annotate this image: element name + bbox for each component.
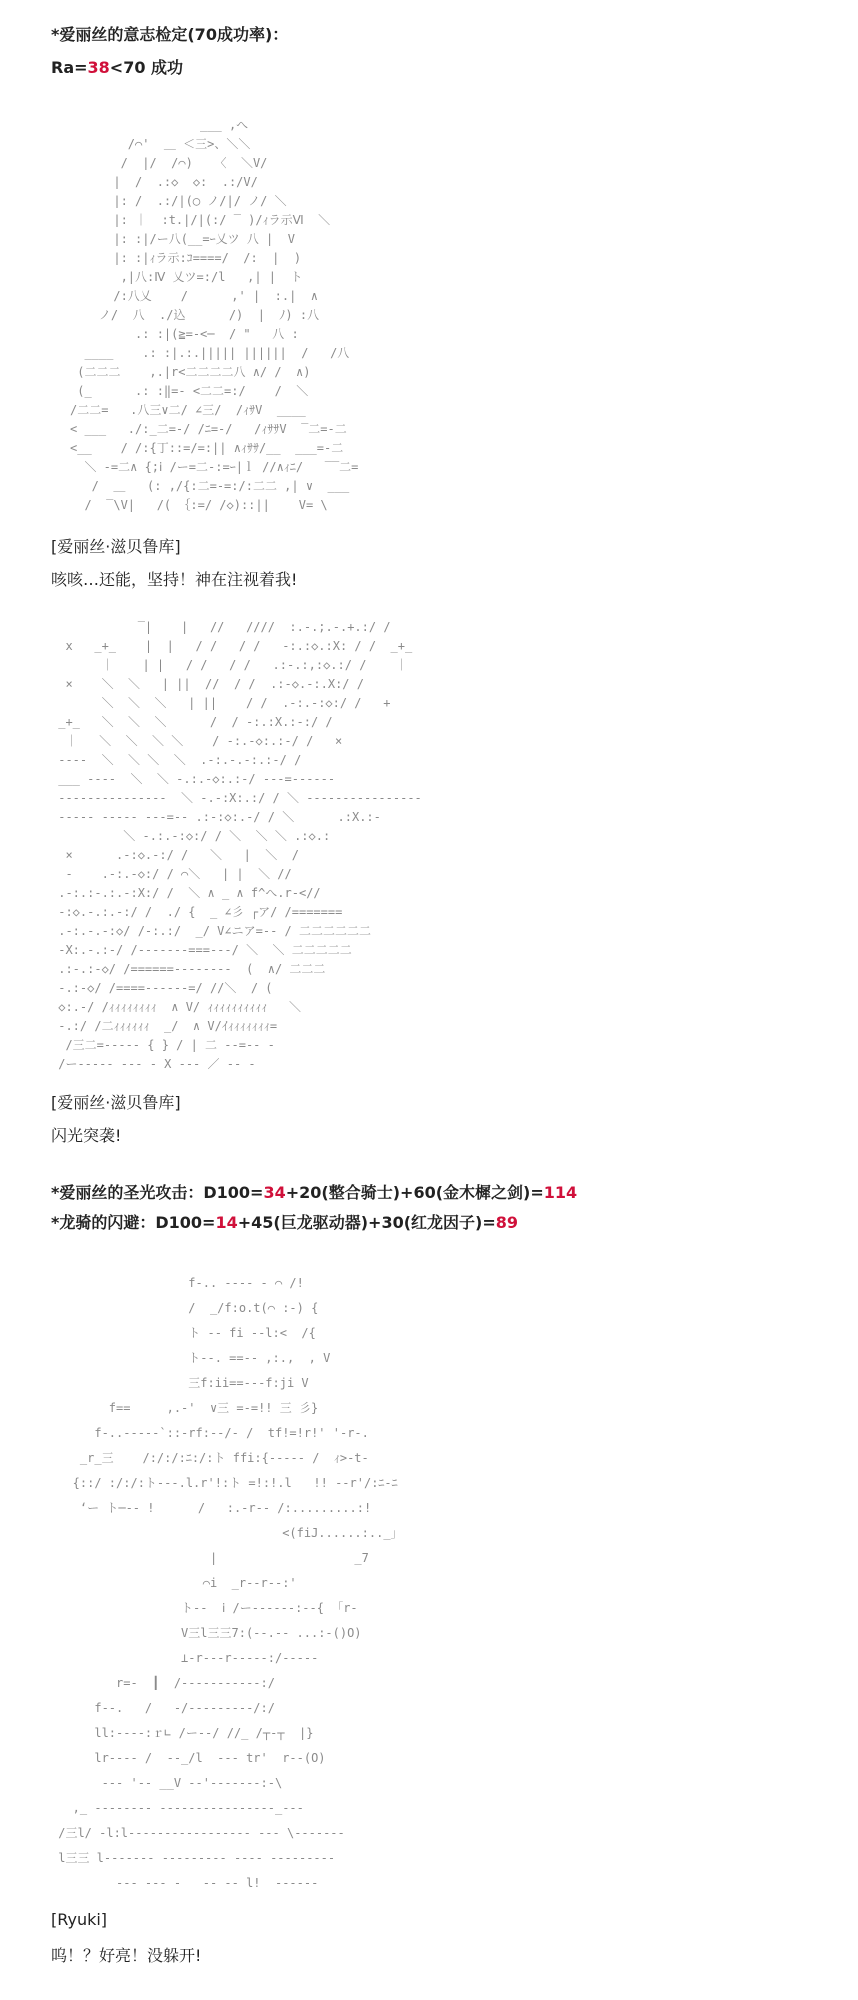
art2-line: × .‐:◇.‐:/ / ＼ | ＼ / [51, 848, 299, 862]
art3-line: | _7 [51, 1551, 369, 1565]
art1-line: .: :|(≧=-<─ / " 八 : [70, 327, 299, 341]
art1-line: |: :|/ー八(__=ｰ乂ツ 八 | V [70, 232, 295, 246]
art3-line: {::/ :/:/:ト---.l.r'!:ト =!:!.l !! ‐-r'/:ﾆ-ﾆ [51, 1476, 398, 1490]
speaker-label-alice-1: [爱丽丝·滋贝鲁库] [51, 537, 181, 556]
art3-line: ト--. ==-- ,:., , V [51, 1351, 331, 1365]
art2-line: ‐.:‐◇/ /====‐‐‐‐‐‐=/ //＼ / ( [51, 981, 280, 995]
ascii-art-flash-attack [51, 612, 791, 1082]
art3-line: -‐- ‐-- ‐ ‐‐ -‐ l! ‐‐‐‐‐‐ [51, 1876, 319, 1890]
art2-line: ◇:.‐/ /ｨｨｨｨｨｨｨｨ ∧ V/ ｨｨｨｨｨｨｨｨｨｨ ＼ [51, 1000, 302, 1014]
dialogue-line-3: 呜！？好亮！没躲开! [51, 1946, 202, 1965]
art2-line: ‐.:/ /二ｨｨｨｨｨｨ _/ ∧ V/ｲｨｨｨｨｨｨｨ= [51, 1019, 278, 1033]
art1-line: |: :|ｨラ示:ｺ====/ /: | ) [70, 251, 302, 265]
art1-line: |: / .:/|(◯ ノ/|/ ノ/ ＼ [70, 194, 287, 208]
art1-line: /:八乂 / ,' | :.| ∧ [70, 289, 318, 303]
art3-line: ‘ー ト─-- ! / :.-r‐- /:.........:! [51, 1501, 372, 1515]
art3-line: V三l三三7:(--.-- ...:-()O) [51, 1626, 362, 1640]
art3-line: lr‐--- / ‐‐_/l ‐-‐ tr' r-‐(O) [51, 1751, 326, 1765]
art2-line: ‐‐‐‐‐‐‐‐‐‐‐‐‐‐‐ ＼ ‐.‐:X:.:/ / ＼ ‐‐‐‐‐‐‐‐‐‐‐‐‐‐‐‐ [51, 791, 422, 805]
art2-line: ___ ‐‐‐‐ ＼ ＼ ‐.:.‐◇:.:‐/ ‐‐‐=‐‐‐‐‐‐ [51, 772, 336, 786]
art2-line: ‐X:.‐.:‐/ /‐‐‐‐‐‐‐===‐‐‐/ ＼ ＼ 二二二二二 [51, 943, 352, 957]
ascii-art-alice [70, 110, 590, 530]
art1-line: (二二二 ,.|r<二二二二八 ∧/ / ∧) [70, 365, 311, 379]
art3-line: <(fiJ......:.._」 [51, 1526, 403, 1540]
art2-line: _+_ ＼ ＼ ＼ / / ‐:.:X.:‐:/ / [51, 715, 340, 729]
art2-line: ＼ ‐.:.‐:◇:/ / ＼ ＼ ＼ .:◇.: [51, 829, 331, 843]
dodge-modifiers: +45(巨龙驱动器)+30(红龙因子)= [237, 1213, 496, 1232]
speaker-label-ryuki: [Ryuki] [51, 1910, 108, 1929]
art3-line: _r_三 /:/:/:ﾆ:/:ト ffi:{‐--‐‐ / ｨ>‐t- [51, 1451, 369, 1465]
attack-roll-value: 34 [263, 1183, 286, 1202]
art2-line: /ー‐‐‐‐‐ ‐‐‐ ‐ X ‐‐‐ ／ ‐‐ ‐ [51, 1057, 263, 1071]
art3-line: f‐-. / -/‐‐‐‐‐‐‐‐‐/:/ [51, 1701, 275, 1715]
art3-line: ll:--‐‐:ｒ∟ /ー‐‐/ //_ /┬-┬ |} [51, 1726, 314, 1740]
art3-lines [51, 1276, 403, 1890]
art3-line: ト -- fi --l:< /{ [51, 1326, 316, 1340]
art1-line: <__ / /:{丁::=/=:|| ∧ｨｻｻ/__ ___=‐二 [70, 441, 344, 455]
art1-line: ,|八:Ⅳ 乂ツ=:/l ,| | ト [70, 270, 303, 284]
art3-line: ,_ -‐‐‐‐‐‐‐ ‐‐‐‐‐‐‐‐‐‐‐‐‐‐‐‐_‐‐‐ [51, 1801, 304, 1815]
art2-line: /三二=---‐‐ { } / | 二 ‐‐=-‐ ‐ [51, 1038, 275, 1052]
art2-line: ‐ .‐:.‐◇:/ / ⌒＼ | | ＼ // [51, 867, 292, 881]
ascii-art-ryuki [51, 1262, 511, 1912]
art3-line: ‐-- '-‐ __V -‐'‐‐‐‐‐‐‐:‐\ [51, 1776, 283, 1790]
art2-line: .:‐.:‐◇/ /======---‐‐‐‐‐ ( ∧/ 二二二 [51, 962, 326, 976]
art1-line: /⌒' ＿ ＜三>、＼＼ [70, 137, 251, 151]
art3-line: f== ,.-' ∨三 =-=!! 三 彡} [51, 1401, 319, 1415]
art2-line: ｜ ＼ ＼ ＼ ＼ / ‐:.‐◇:.:‐/ / × [51, 734, 343, 748]
art1-line: ___ ,へ [70, 118, 249, 132]
art1-line: (_ .: :‖=‐ <二二=:/ / ＼ [70, 384, 309, 398]
ra-roll-value: 38 [87, 58, 110, 77]
attack-prefix: *爱丽丝的圣光攻击：D100= [51, 1183, 264, 1202]
art2-line: .‐:.‐.‐:◇/ /‐:.:/ _/ V∠ニア=‐‐ / 二二二二二二 [51, 924, 371, 938]
dodge-prefix: *龙骑的闪避：D100= [51, 1213, 216, 1232]
art1-line: < ___ ./:_二=-/ /ﾆ=-/ /ｨｻｻV ‾二=‐二 [70, 422, 347, 436]
attack-modifiers: +20(整合骑士)+60(金木樨之剑)= [285, 1183, 544, 1202]
art1-line: ノ/ 八 ./込 /) | ﾉ) :八 [70, 308, 320, 322]
ra-prefix: Ra= [51, 58, 88, 77]
art3-line: / _/f:o.t(⌒ :‐) { [51, 1301, 319, 1315]
art1-line: ＼ -=二∧ {;ⅰ /ー=二‐:=ｰ|ｌ //∧ｨﾆ/ ‾‾二= [70, 460, 359, 474]
art3-line: ⌒i _r‐-r-‐:' [51, 1576, 297, 1590]
art3-line: f‐..-----`::‐rf:‐-/- / tf!=!r!' '‐r‐. [51, 1426, 369, 1440]
art3-line: ⊥-r‐--r-----:/‐‐--- [51, 1651, 319, 1665]
art2-line: ‾| | // //// :.‐.;.‐.+.:/ / [51, 620, 391, 634]
art1-line: / ＿ (: ,/{:二=-=:/:二二 ,| ∨ ___ [70, 479, 350, 493]
ra-check-result [51, 55, 183, 78]
dialogue-line-1: 咳咳…还能，坚持！神在注视着我! [51, 570, 298, 589]
art2-lines [51, 620, 422, 1071]
art3-line: f-.. -‐‐- - ⌒ /! [51, 1276, 304, 1290]
art2-line: × ＼ ＼ | || // / / .:‐◇.‐:.X:/ / [51, 677, 372, 691]
dodge-roll-value: 14 [215, 1213, 238, 1232]
art2-line: x _+_ | | / / / / ‐:.:◇.:X: / / _+_ [51, 639, 413, 653]
art1-line: / |/ /⌒) 〈 ＼V/ [70, 156, 268, 170]
art3-line: r=- ┃ /----‐‐‐‐‐‐-:/ [51, 1676, 275, 1690]
art1-line: /二二= .八三∨二/ ∠三/ /ｨｻV ____ [70, 403, 306, 417]
art1-line: / ‾\V| /( ｛:=/ /◇)::|| V= \ [70, 498, 328, 512]
art3-line: ト-‐ ⅰ /ー‐‐‐‐‐-:‐‐{ 「r‐ [51, 1601, 358, 1615]
check-title: *爱丽丝的意志检定(70成功率)： [51, 25, 289, 44]
art1-line: |: ｜ :t.|/|(:/ ‾ )/ｨラ示Ⅵ ＼ [70, 213, 331, 227]
dialogue-line-2: 闪光突袭! [51, 1126, 122, 1145]
art2-line: ＼ ＼ ＼ | || / / .‐:.‐:◇:/ / + [51, 696, 391, 710]
attack-total: 114 [543, 1183, 578, 1202]
dodge-roll [51, 1210, 518, 1233]
art1-line: | / .:◇ ◇: .:/V/ [70, 175, 266, 189]
dodge-total: 89 [495, 1213, 519, 1232]
art2-line: .‐:.:‐.:.‐:X:/ / ＼ ∧ _ ∧ f^へ.r‐<// [51, 886, 321, 900]
art2-line: ｜ | | / / / / .:‐.:,:◇.:/ / ｜ [51, 658, 408, 672]
art3-line: /三l/ ‐l:l‐‐‐‐‐‐‐‐‐‐‐‐‐‐‐‐‐ ‐‐‐ \‐‐‐‐‐‐‐ [51, 1826, 345, 1840]
art3-line: 三f:ii==-‐-f:ji V [51, 1376, 309, 1390]
ra-suffix: <70 成功 [109, 58, 184, 77]
speaker-label-alice-2: [爱丽丝·滋贝鲁库] [51, 1093, 181, 1112]
art1-line: ____ .: :|.:.||||| |||||| / /八 [70, 346, 350, 360]
art3-line: l三三 l‐‐‐‐‐‐‐ ‐‐‐‐‐‐‐‐‐ ‐‐‐‐ ‐‐‐‐‐‐‐‐‐ [51, 1851, 336, 1865]
art1-lines [70, 118, 358, 512]
art2-line: ‐‐‐‐‐ ‐‐‐‐‐ ‐‐‐=‐‐ .:‐:◇:.‐/ / ＼ .:X.:‐ [51, 810, 381, 824]
art2-line: ---‐ ＼ ＼ ＼ ＼ .‐:.‐.‐:.:‐/ / [51, 753, 309, 767]
art2-line: ‐:◇.‐.:.‐:/ / ./ { _ ∠彡 ┌ア/ /======= [51, 905, 343, 919]
attack-roll [51, 1180, 577, 1203]
